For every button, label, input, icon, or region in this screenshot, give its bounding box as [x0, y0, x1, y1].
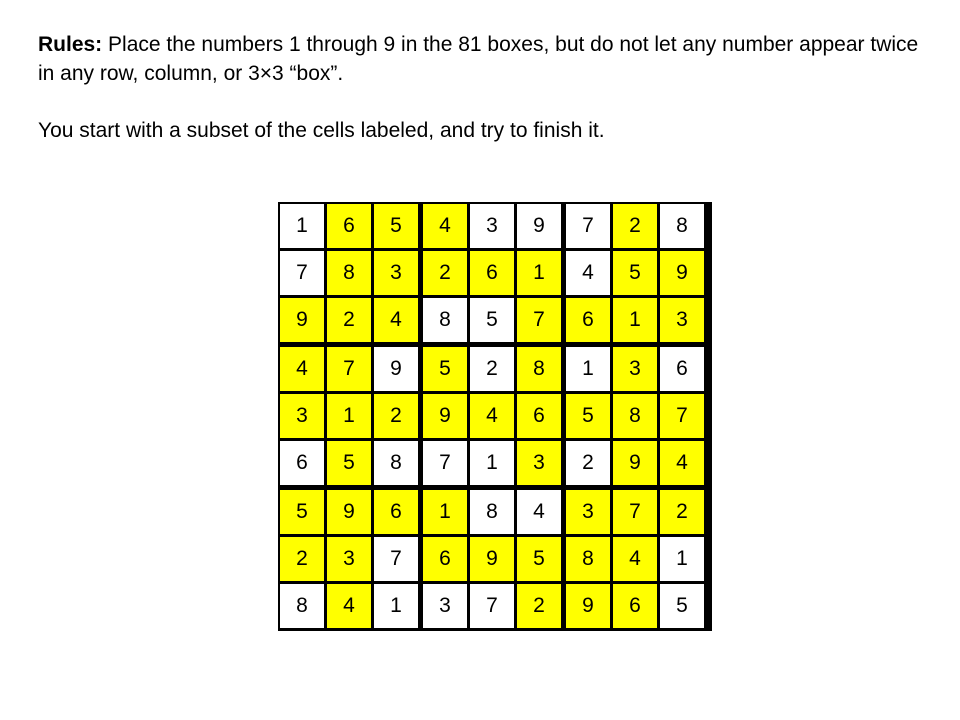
sudoku-cell-r6-c9: 4 — [660, 441, 704, 485]
sudoku-cell-r2-c1: 7 — [280, 251, 324, 295]
sudoku-cell-r1-c8: 2 — [613, 204, 657, 248]
sudoku-cell-r6-c6: 3 — [517, 441, 561, 485]
sudoku-cell-r5-c5: 4 — [470, 394, 514, 438]
sudoku-cell-r8-c9: 1 — [660, 537, 704, 581]
sudoku-cell-r7-c3: 6 — [374, 490, 418, 534]
sudoku-cell-r1-c4: 4 — [423, 204, 467, 248]
sudoku-cell-r6-c2: 5 — [327, 441, 371, 485]
rules-label: Rules: — [38, 33, 103, 56]
sudoku-cell-r9-c1: 8 — [280, 584, 324, 628]
sudoku-cell-r5-c6: 6 — [517, 394, 561, 438]
sudoku-cell-r1-c9: 8 — [660, 204, 704, 248]
sudoku-cell-r3-c2: 2 — [327, 298, 371, 342]
sudoku-cell-r1-c3: 5 — [374, 204, 418, 248]
sudoku-cell-r7-c6: 4 — [517, 490, 561, 534]
sudoku-cell-r9-c7: 9 — [566, 584, 610, 628]
sudoku-cell-r9-c3: 1 — [374, 584, 418, 628]
sudoku-cell-r7-c4: 1 — [423, 490, 467, 534]
sudoku-cell-r3-c8: 1 — [613, 298, 657, 342]
sudoku-cell-r2-c9: 9 — [660, 251, 704, 295]
sudoku-cell-r2-c8: 5 — [613, 251, 657, 295]
sudoku-cell-r7-c7: 3 — [566, 490, 610, 534]
sudoku-cell-r6-c8: 9 — [613, 441, 657, 485]
sudoku-cell-r8-c2: 3 — [327, 537, 371, 581]
rules-text — [38, 30, 938, 88]
sudoku-cell-r4-c4: 5 — [423, 347, 467, 391]
sudoku-cell-r3-c9: 3 — [660, 298, 704, 342]
sudoku-cell-r2-c7: 4 — [566, 251, 610, 295]
sudoku-cell-r2-c4: 2 — [423, 251, 467, 295]
sudoku-cell-r5-c8: 8 — [613, 394, 657, 438]
sudoku-cell-r9-c8: 6 — [613, 584, 657, 628]
sudoku-cell-r7-c2: 9 — [327, 490, 371, 534]
sudoku-cell-r9-c9: 5 — [660, 584, 704, 628]
sudoku-cell-r6-c5: 1 — [470, 441, 514, 485]
sudoku-cell-r1-c7: 7 — [566, 204, 610, 248]
sudoku-grid — [278, 202, 712, 631]
sudoku-cell-r4-c1: 4 — [280, 347, 324, 391]
sudoku-cell-r6-c3: 8 — [374, 441, 418, 485]
sudoku-cell-r5-c2: 1 — [327, 394, 371, 438]
sudoku-cell-r4-c3: 9 — [374, 347, 418, 391]
sudoku-cell-r3-c5: 5 — [470, 298, 514, 342]
sudoku-cell-r6-c7: 2 — [566, 441, 610, 485]
sudoku-cell-r8-c6: 5 — [517, 537, 561, 581]
sudoku-cell-r8-c5: 9 — [470, 537, 514, 581]
sudoku-cell-r2-c5: 6 — [470, 251, 514, 295]
sudoku-cell-r6-c1: 6 — [280, 441, 324, 485]
sudoku-cell-r1-c1: 1 — [280, 204, 324, 248]
sudoku-cell-r8-c8: 4 — [613, 537, 657, 581]
sudoku-cell-r3-c4: 8 — [423, 298, 467, 342]
sudoku-cell-r7-c5: 8 — [470, 490, 514, 534]
sudoku-cell-r1-c5: 3 — [470, 204, 514, 248]
sudoku-cell-r2-c3: 3 — [374, 251, 418, 295]
sudoku-cell-r4-c2: 7 — [327, 347, 371, 391]
sudoku-cell-r2-c2: 8 — [327, 251, 371, 295]
sudoku-cell-r8-c7: 8 — [566, 537, 610, 581]
instruction-note: You start with a subset of the cells labeled, and try to finish it. — [38, 119, 605, 142]
sudoku-cell-r4-c9: 6 — [660, 347, 704, 391]
sudoku-cell-r3-c6: 7 — [517, 298, 561, 342]
sudoku-cell-r4-c8: 3 — [613, 347, 657, 391]
sudoku-cell-r9-c2: 4 — [327, 584, 371, 628]
sudoku-cell-r4-c7: 1 — [566, 347, 610, 391]
sudoku-cell-r5-c7: 5 — [566, 394, 610, 438]
sudoku-cell-r8-c4: 6 — [423, 537, 467, 581]
sudoku-cell-r2-c6: 1 — [517, 251, 561, 295]
sudoku-cell-r7-c9: 2 — [660, 490, 704, 534]
sudoku-cell-r5-c4: 9 — [423, 394, 467, 438]
sudoku-cell-r3-c1: 9 — [280, 298, 324, 342]
sudoku-cell-r9-c4: 3 — [423, 584, 467, 628]
sudoku-cell-r3-c3: 4 — [374, 298, 418, 342]
sudoku-cell-r1-c6: 9 — [517, 204, 561, 248]
sudoku-cell-r4-c6: 8 — [517, 347, 561, 391]
sudoku-cell-r7-c8: 7 — [613, 490, 657, 534]
sudoku-cell-r6-c4: 7 — [423, 441, 467, 485]
sudoku-cell-r9-c6: 2 — [517, 584, 561, 628]
sudoku-cell-r5-c3: 2 — [374, 394, 418, 438]
sudoku-cell-r4-c5: 2 — [470, 347, 514, 391]
rules-body: Place the numbers 1 through 9 in the 81 boxes, but do not let any number appear twice in any row, column, or 3×3 “box”. — [38, 33, 919, 85]
sudoku-cell-r8-c3: 7 — [374, 537, 418, 581]
sudoku-cell-r7-c1: 5 — [280, 490, 324, 534]
sudoku-cell-r9-c5: 7 — [470, 584, 514, 628]
sudoku-cell-r1-c2: 6 — [327, 204, 371, 248]
sudoku-cell-r3-c7: 6 — [566, 298, 610, 342]
sudoku-cell-r5-c1: 3 — [280, 394, 324, 438]
sudoku-cell-r8-c1: 2 — [280, 537, 324, 581]
sudoku-cell-r5-c9: 7 — [660, 394, 704, 438]
